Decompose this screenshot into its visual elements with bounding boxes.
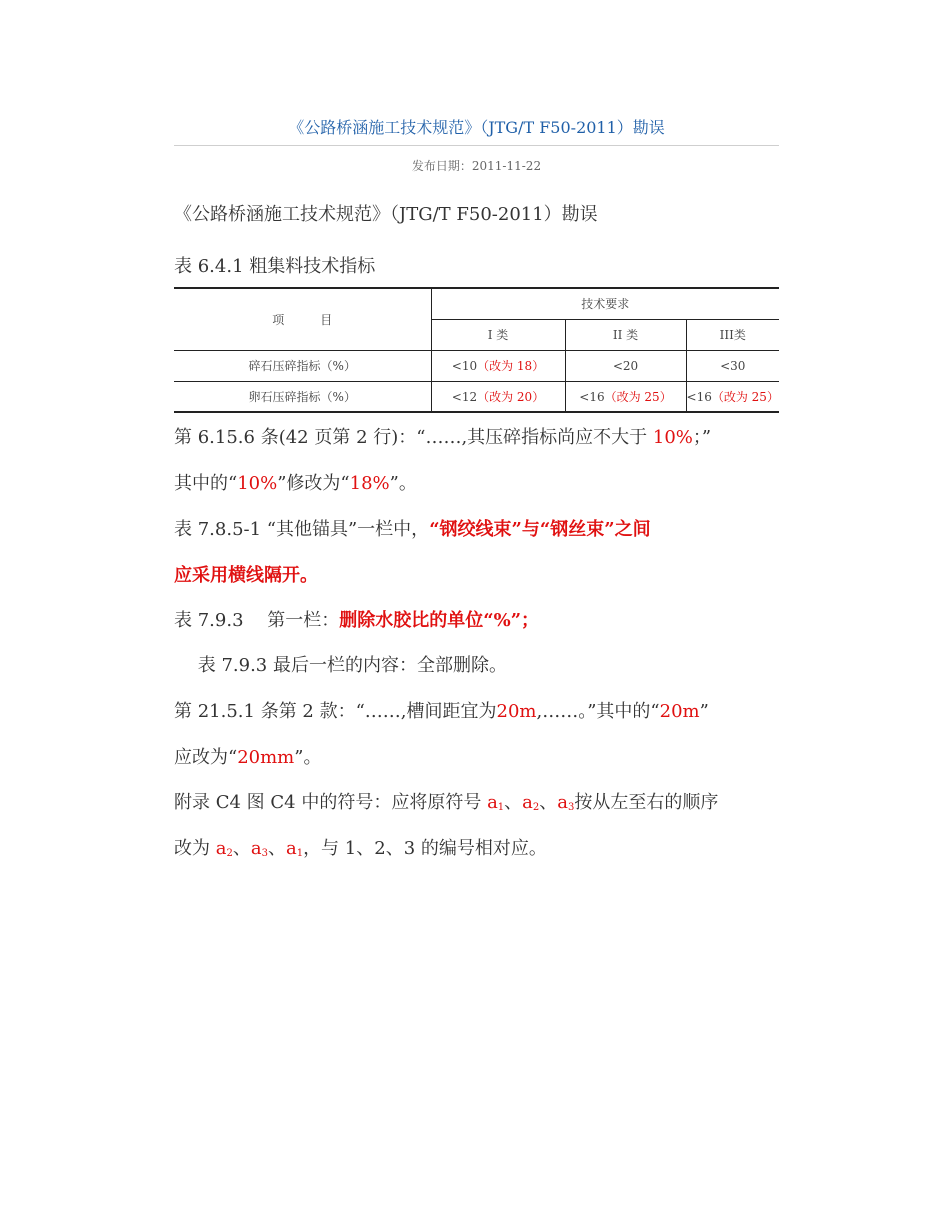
cell-value: <16 (686, 389, 712, 404)
table-header-class-1: I 类 (431, 319, 565, 350)
erratum-7-8-5-line1: 表 7.8.5-1 “其他锚具”一栏中，“钢绞线束”与“钢丝束”之间 (174, 519, 651, 540)
table-row (174, 350, 779, 381)
erratum-6-15-6-line1: 第 6.15.6 条(42 页第 2 行)：“……,其压碎指标尚应不大于 10%；” (174, 427, 712, 448)
table-caption: 表 6.4.1 粗集料技术指标 (174, 256, 376, 277)
cell-value: <20 (612, 358, 639, 373)
cell-value: <16 (579, 389, 605, 404)
cell-correction: （改为 18） (477, 359, 545, 373)
cell-correction: （改为 20） (477, 389, 545, 404)
title-divider (174, 145, 779, 146)
table-cell (686, 350, 779, 381)
table-cell (565, 381, 686, 412)
cell-value: <12 (451, 389, 478, 404)
erratum-7-9-3-last: 表 7.9.3 最后一栏的内容：全部删除。 (174, 655, 507, 676)
cell-value: <10 (451, 359, 478, 373)
table-header-class-3: III类 (686, 319, 779, 350)
page-title: 《公路桥涵施工技术规范》（JTG/T F50-2011）勘误 (288, 118, 665, 137)
table-row (174, 381, 779, 412)
row-label: 碎石压碎指标（%） (174, 350, 431, 381)
table-cell (565, 350, 686, 381)
article-heading: 《公路桥涵施工技术规范》（JTG/T F50-2011）勘误 (174, 204, 598, 225)
erratum-7-9-3-first: 表 7.9.3 第一栏：删除水胶比的单位“%”； (174, 610, 540, 631)
cell-correction: （改为 25） (711, 389, 779, 404)
table-cell (686, 381, 779, 412)
erratum-c4-line2: 改为 $a_2$、$a_3$、$a_1$，与 1、2、3 的编号相对应。 (174, 838, 547, 859)
table-cell (431, 381, 565, 412)
row-label: 卵石压碎指标（%） (174, 381, 431, 412)
erratum-c4-line1: 附录 C4 图 C4 中的符号：应将原符号 $a_1$、$a_2$、$a_3$按从左至右的顺序 (174, 792, 719, 813)
table-header-class-2: II 类 (565, 319, 686, 350)
cell-value: <30 (720, 358, 746, 373)
erratum-21-5-1-line2: 应改为“20mm”。 (174, 747, 322, 768)
table-cell (431, 350, 565, 381)
erratum-21-5-1-line1: 第 21.5.1 条第 2 款：“……,槽间距宜为20m,……。”其中的“20m” (174, 701, 709, 722)
table-header-item: 项 目 (174, 288, 431, 350)
erratum-6-15-6-line2: 其中的“10%”修改为“18%”。 (174, 473, 417, 494)
table-header-group: 技术要求 (431, 288, 779, 319)
publish-date: 发布日期：2011-11-22 (411, 159, 542, 173)
erratum-7-8-5-line2: 应采用横线隔开。 (174, 565, 318, 586)
cell-correction: （改为 25） (604, 389, 672, 404)
aggregate-spec-table (174, 287, 779, 413)
